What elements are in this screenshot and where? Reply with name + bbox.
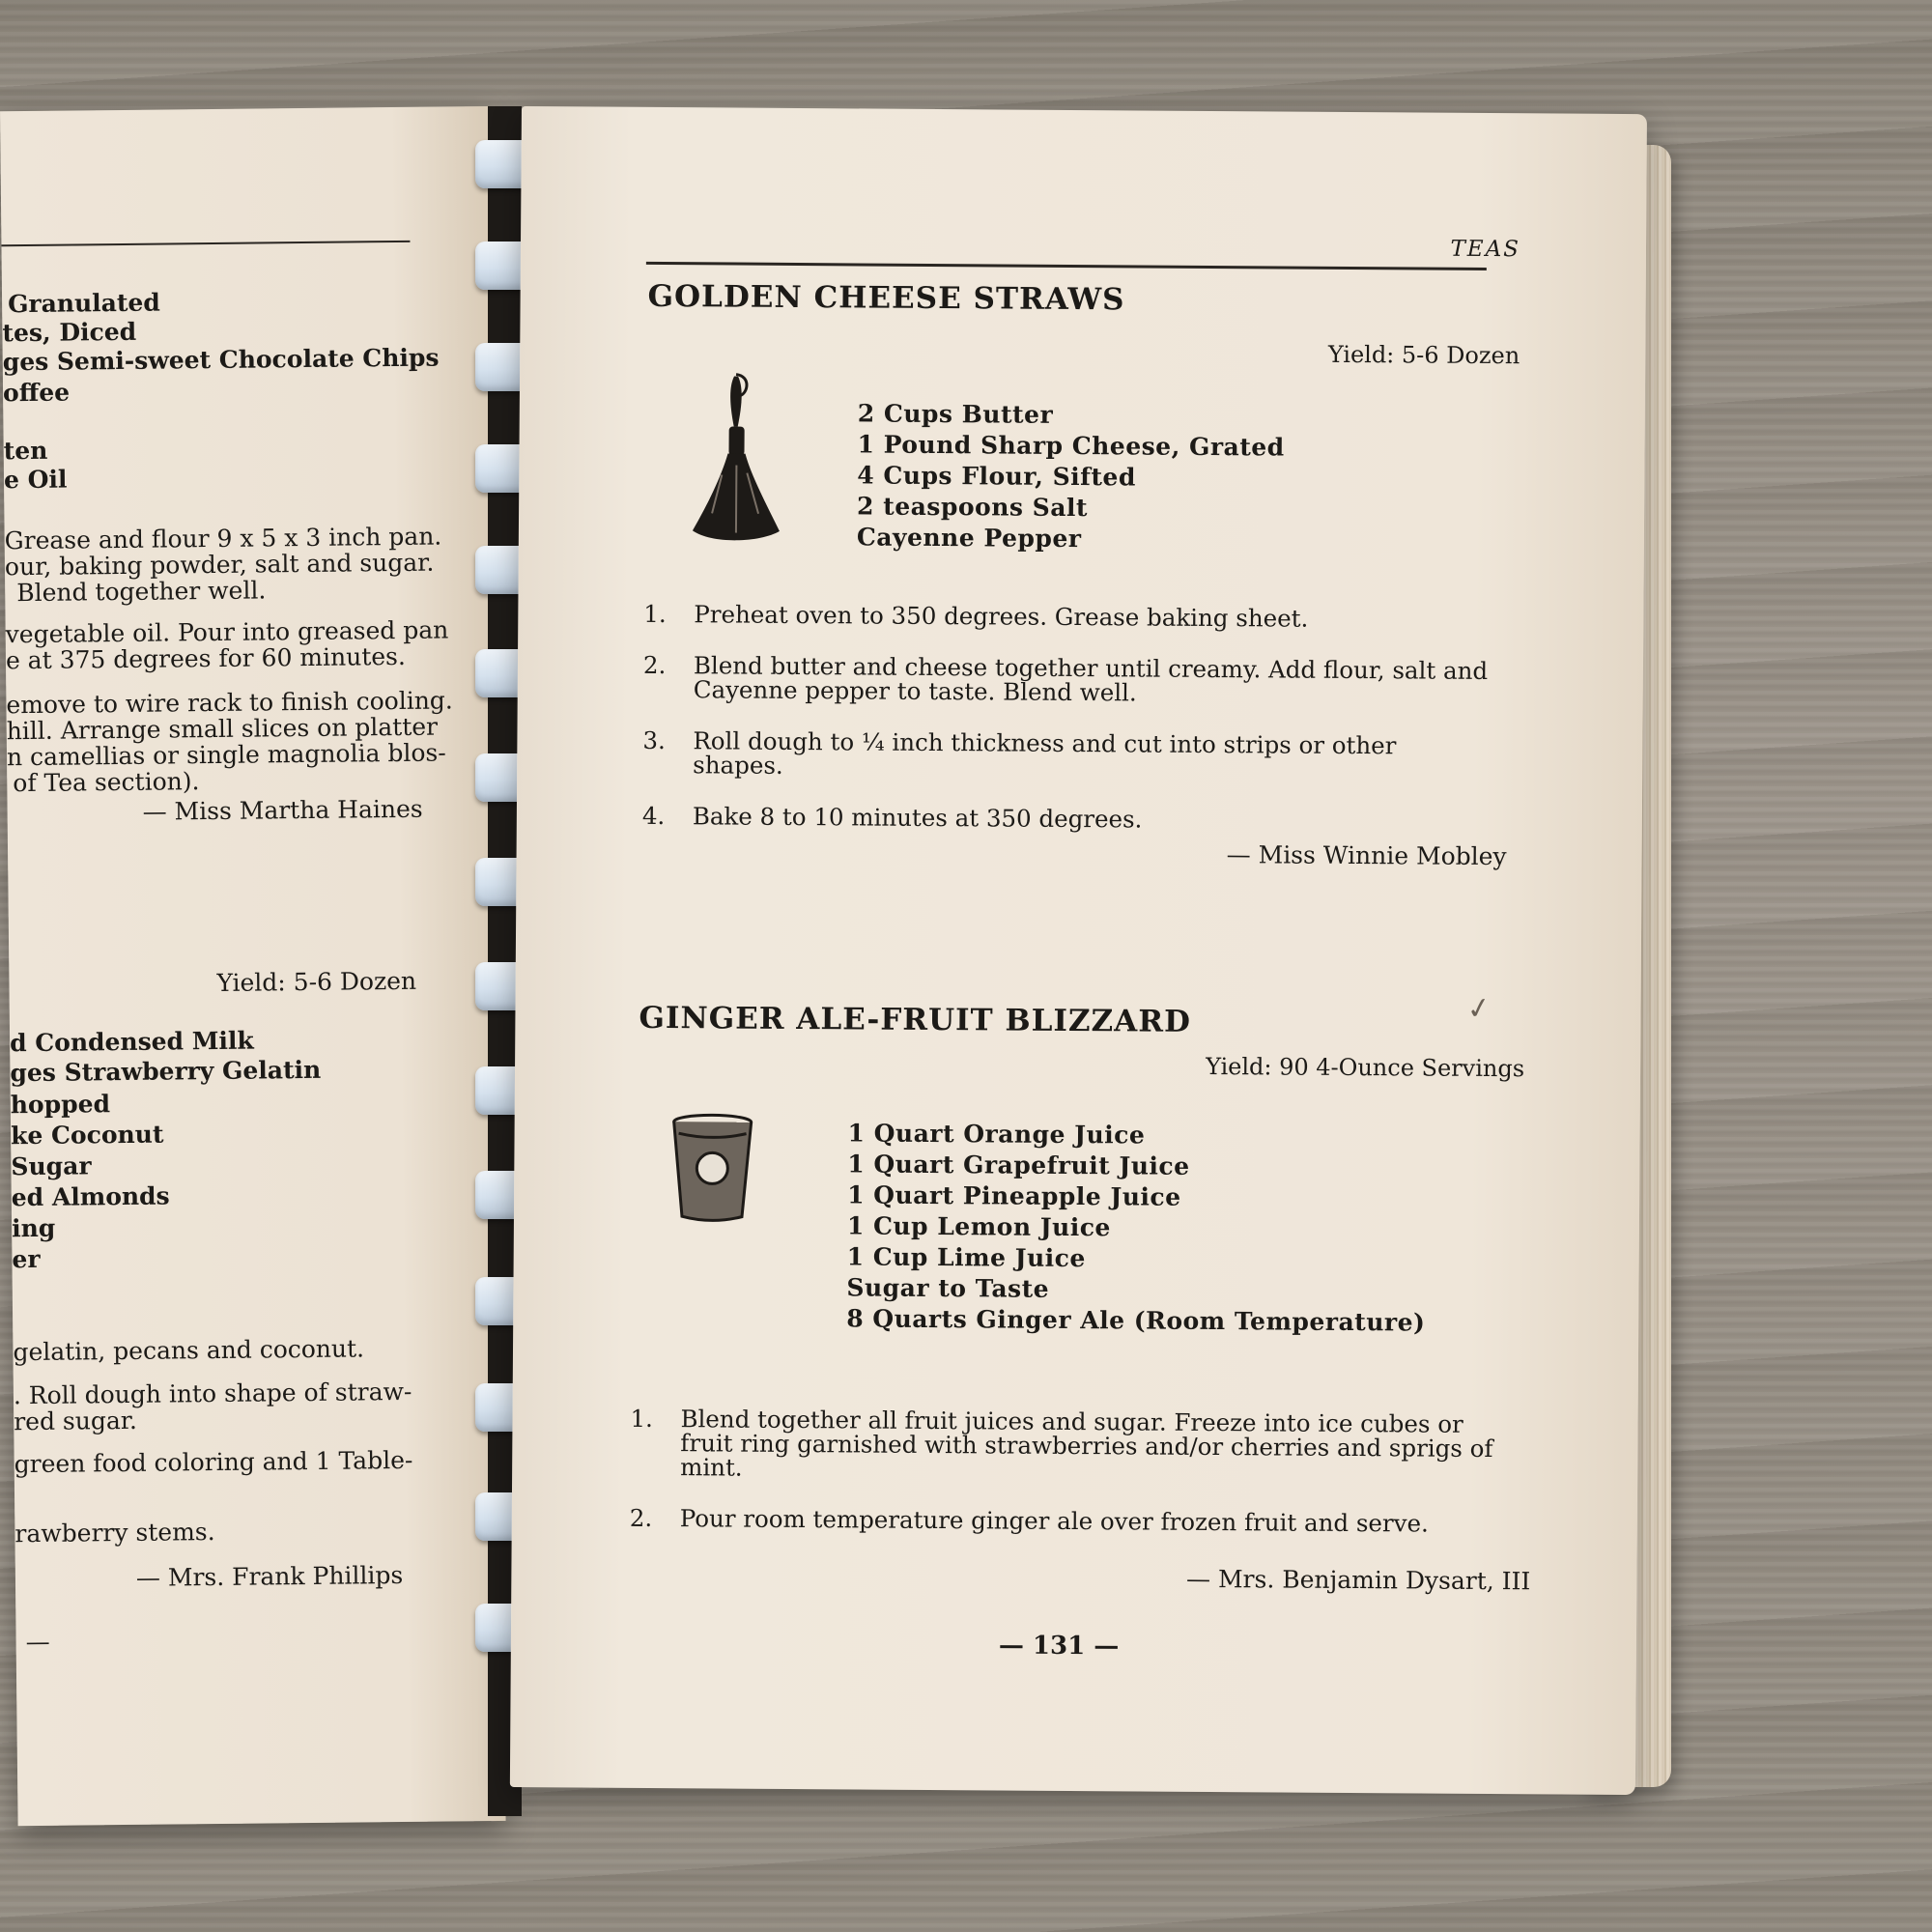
left-credit-bottom: — Mrs. Frank Phillips: [135, 1561, 404, 1592]
step-item: [642, 725, 1492, 782]
left-method-line: our, baking powder, salt and sugar.: [4, 548, 435, 582]
right-page: [510, 106, 1647, 1795]
left-ingredient-line: d Condensed Milk: [9, 1026, 254, 1058]
left-ingredient-line: ke Coconut: [10, 1120, 164, 1151]
cup-illustration: [668, 1112, 756, 1233]
step-text: Preheat oven to 350 degrees. Grease baking sheet.: [694, 600, 1309, 633]
ingredient-item: 1 Quart Orange Juice: [847, 1119, 1146, 1150]
step-item: [641, 801, 1492, 834]
left-page: [0, 106, 506, 1826]
ingredient-item: 8 Quarts Ginger Ale (Room Temperature): [846, 1304, 1426, 1337]
step-item: [642, 650, 1493, 707]
ingredient-list-ginger-ale-blizzard: [846, 1118, 1427, 1338]
ingredient-list-cheese-straws: [857, 398, 1285, 555]
recipe-title-ginger-ale-blizzard: GINGER ALE-FRUIT BLIZZARD: [639, 1000, 1192, 1039]
left-method-line: . Roll dough into shape of straw-: [13, 1377, 412, 1410]
ingredient-item: 1 Quart Grapefruit Juice: [847, 1150, 1190, 1180]
ingredient-item: Sugar to Taste: [846, 1273, 1050, 1303]
running-head: TEAS: [1450, 236, 1521, 263]
left-footer-fragment: —: [25, 1627, 50, 1657]
ingredient-item: 1 Quart Pineapple Juice: [847, 1180, 1181, 1211]
step-item: [643, 599, 1493, 633]
ingredient-item: 4 Cups Flour, Sifted: [857, 461, 1136, 492]
left-method-line: e at 375 degrees for 60 minutes.: [5, 641, 407, 675]
step-number: 3.: [642, 725, 666, 755]
step-number: 4.: [641, 801, 666, 831]
left-method-line: rawberry stems.: [14, 1518, 215, 1548]
step-number: 2.: [642, 650, 667, 680]
left-ingredient-line: e Oil: [3, 465, 68, 495]
pencil-checkmark: ✓: [1463, 990, 1494, 1028]
left-method-line: Blend together well.: [16, 576, 267, 608]
ingredient-item: 1 Cup Lemon Juice: [846, 1211, 1111, 1242]
left-method-line: vegetable oil. Pour into greased pan: [5, 615, 449, 649]
steps-cheese-straws: [641, 599, 1494, 861]
left-method-line: Grease and flour 9 x 5 x 3 inch pan.: [4, 522, 442, 555]
ingredient-item: Cayenne Pepper: [856, 523, 1082, 554]
left-ingredient-line: ten: [3, 436, 48, 466]
left-method-line: of Tea section).: [13, 767, 200, 798]
step-number: 1.: [643, 599, 667, 629]
credit-cheese-straws: — Miss Winnie Mobley: [1226, 840, 1507, 871]
step-text: Blend butter and cheese together until creamy. Add flour, salt and Cayenne pepper to taste. Blend well.: [693, 651, 1489, 707]
step-item: [630, 1406, 1500, 1485]
left-ingredient-line: Granulated: [7, 288, 160, 319]
left-method-line: emove to wire rack to finish cooling.: [6, 686, 453, 720]
recipe-title-cheese-straws: GOLDEN CHEESE STRAWS: [647, 278, 1125, 318]
left-page-header-rule: [1, 241, 410, 246]
recipe-yield-cheese-straws: Yield: 5-6 Dozen: [1327, 340, 1520, 370]
left-credit-top: — Miss Martha Haines: [142, 794, 423, 826]
ingredient-item: 1 Pound Sharp Cheese, Grated: [857, 430, 1285, 462]
step-text: Blend together all fruit juices and sugar. Freeze into ice cubes or fruit ring garnished with strawberries and/or cherries and sprigs of mint.: [680, 1405, 1493, 1482]
step-text: Pour room temperature ginger ale over frozen fruit and serve.: [679, 1504, 1429, 1538]
left-ingredient-line: ing: [11, 1213, 56, 1243]
credit-ginger-ale-blizzard: — Mrs. Benjamin Dysart, III: [1185, 1564, 1531, 1596]
left-method-line: red sugar.: [14, 1406, 138, 1436]
left-ingredient-line: ges Strawberry Gelatin: [10, 1055, 322, 1088]
steps-ginger-ale-blizzard: [630, 1406, 1500, 1563]
right-page-header-rule: [646, 262, 1487, 270]
left-ingredient-line: er: [12, 1244, 41, 1274]
recipe-yield-ginger-ale-blizzard: Yield: 90 4-Ounce Servings: [1206, 1052, 1525, 1083]
ingredient-item: 2 Cups Butter: [857, 399, 1054, 429]
left-ingredient-line: Sugar: [11, 1151, 92, 1181]
page-number: — 131 —: [998, 1631, 1120, 1662]
left-method-line: green food coloring and 1 Table-: [14, 1445, 413, 1479]
step-item: [629, 1503, 1499, 1538]
left-ingredient-line: hopped: [10, 1090, 111, 1120]
left-ingredient-line: ges Semi-sweet Chocolate Chips: [2, 343, 440, 377]
left-ingredient-line: ed Almonds: [11, 1181, 170, 1212]
left-ingredient-line: tes, Diced: [2, 317, 137, 348]
left-method-line: gelatin, pecans and coconut.: [13, 1334, 365, 1367]
ingredient-item: 1 Cup Lime Juice: [846, 1242, 1086, 1273]
left-yield-bottom: Yield: 5-6 Dozen: [216, 966, 417, 997]
ingredient-item: 2 teaspoons Salt: [857, 492, 1089, 523]
step-number: 2.: [629, 1503, 653, 1532]
left-method-line: n camellias or single magnolia blos-: [6, 738, 446, 772]
tassel-illustration: [683, 368, 790, 556]
left-method-line: hill. Arrange small slices on platter: [6, 712, 439, 746]
left-ingredient-line: offee: [2, 378, 71, 408]
step-number: 1.: [630, 1404, 654, 1433]
step-text: Roll dough to ¼ inch thickness and cut into strips or other shapes.: [693, 726, 1397, 780]
step-text: Bake 8 to 10 minutes at 350 degrees.: [692, 802, 1143, 834]
